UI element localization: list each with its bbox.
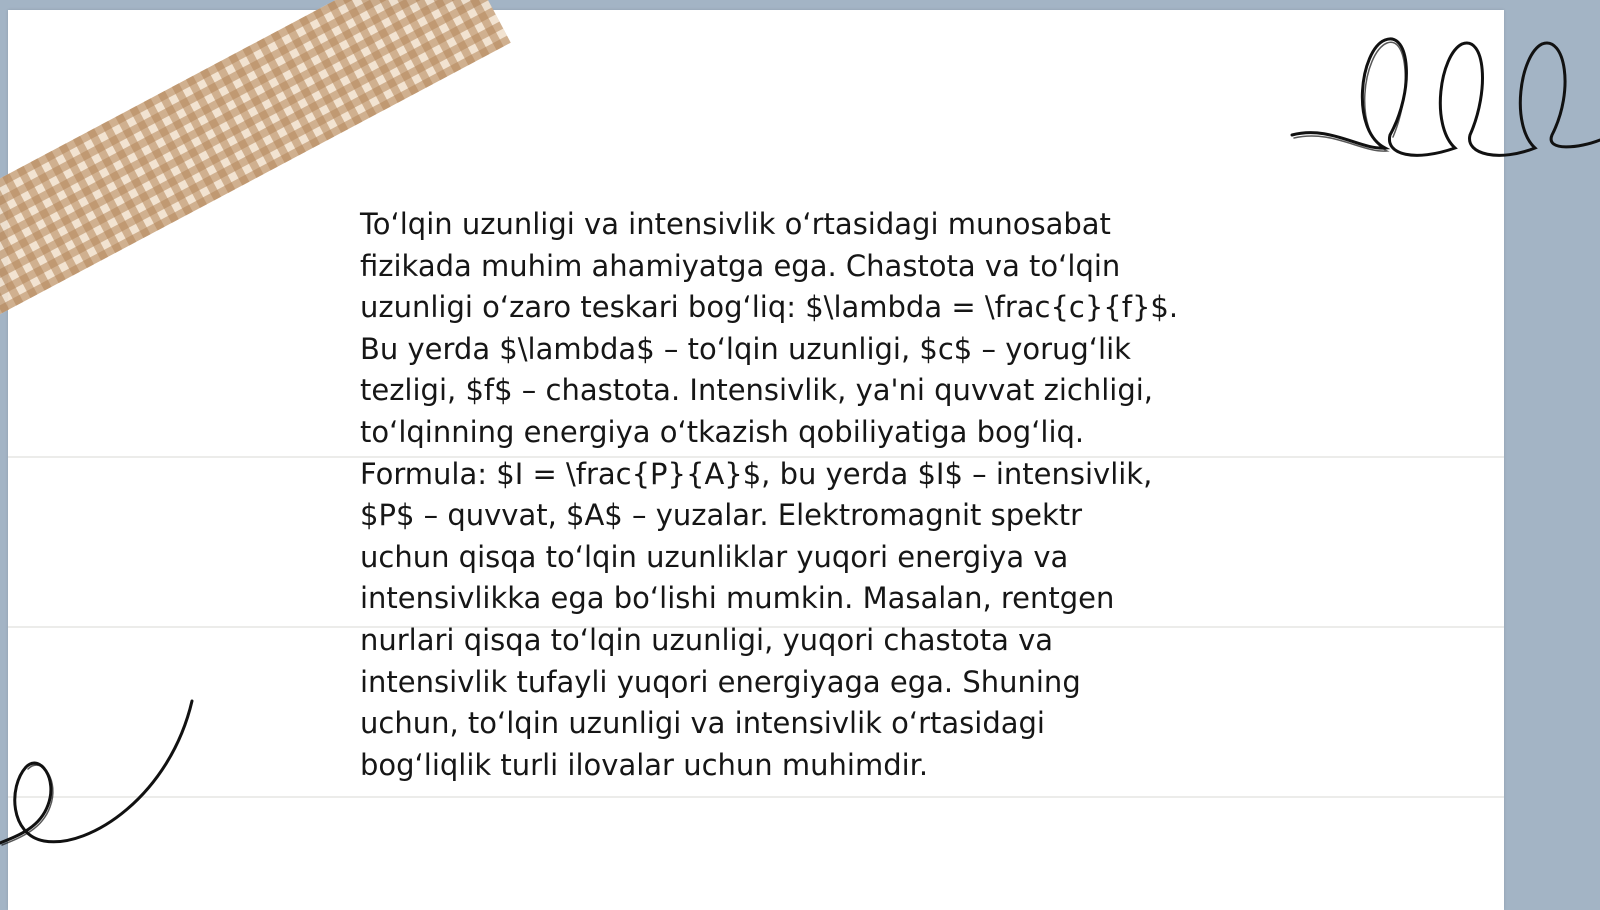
body-paragraph: To‘lqin uzunligi va intensivlik o‘rtasidagi munosabat fizikada muhim ahamiyatga ega. Chastota va to‘lqin uzunligi o‘zaro teskari bog‘liq: $\lambda = \frac{c}{f}$. Bu yerda $\lambda$ – to‘lqin uzunligi, $c$ – yorug‘lik tezligi, $f$ – chastota. Intensivlik, ya'ni quvvat zichligi, to‘lqinning energiya o‘tkazish qobiliyatiga bog‘liq. Formula: $I = \frac{P}{A}$, bu yerda $I$ – intensivlik, $P$ – quvvat, $A$ – yuzalar. Elektromagnit spektr uchun qisqa to‘lqin uzunliklar yuqori energiya va intensivlikka ega bo‘lishi mumkin. Masalan, rentgen nurlari qisqa to‘lqin uzunligi, yuqori chastota va intensivlik tufayli yuqori energiyaga ega. Shuning uchun, to‘lqin uzunligi va intensivlik o‘rtasidagi bog‘liqlik turli ilovalar uchun muhimdir. (360, 207, 1179, 782)
paper-rule-line (8, 796, 1504, 798)
loop-scribble-icon (1290, 30, 1600, 170)
check-scribble-icon (0, 695, 200, 855)
